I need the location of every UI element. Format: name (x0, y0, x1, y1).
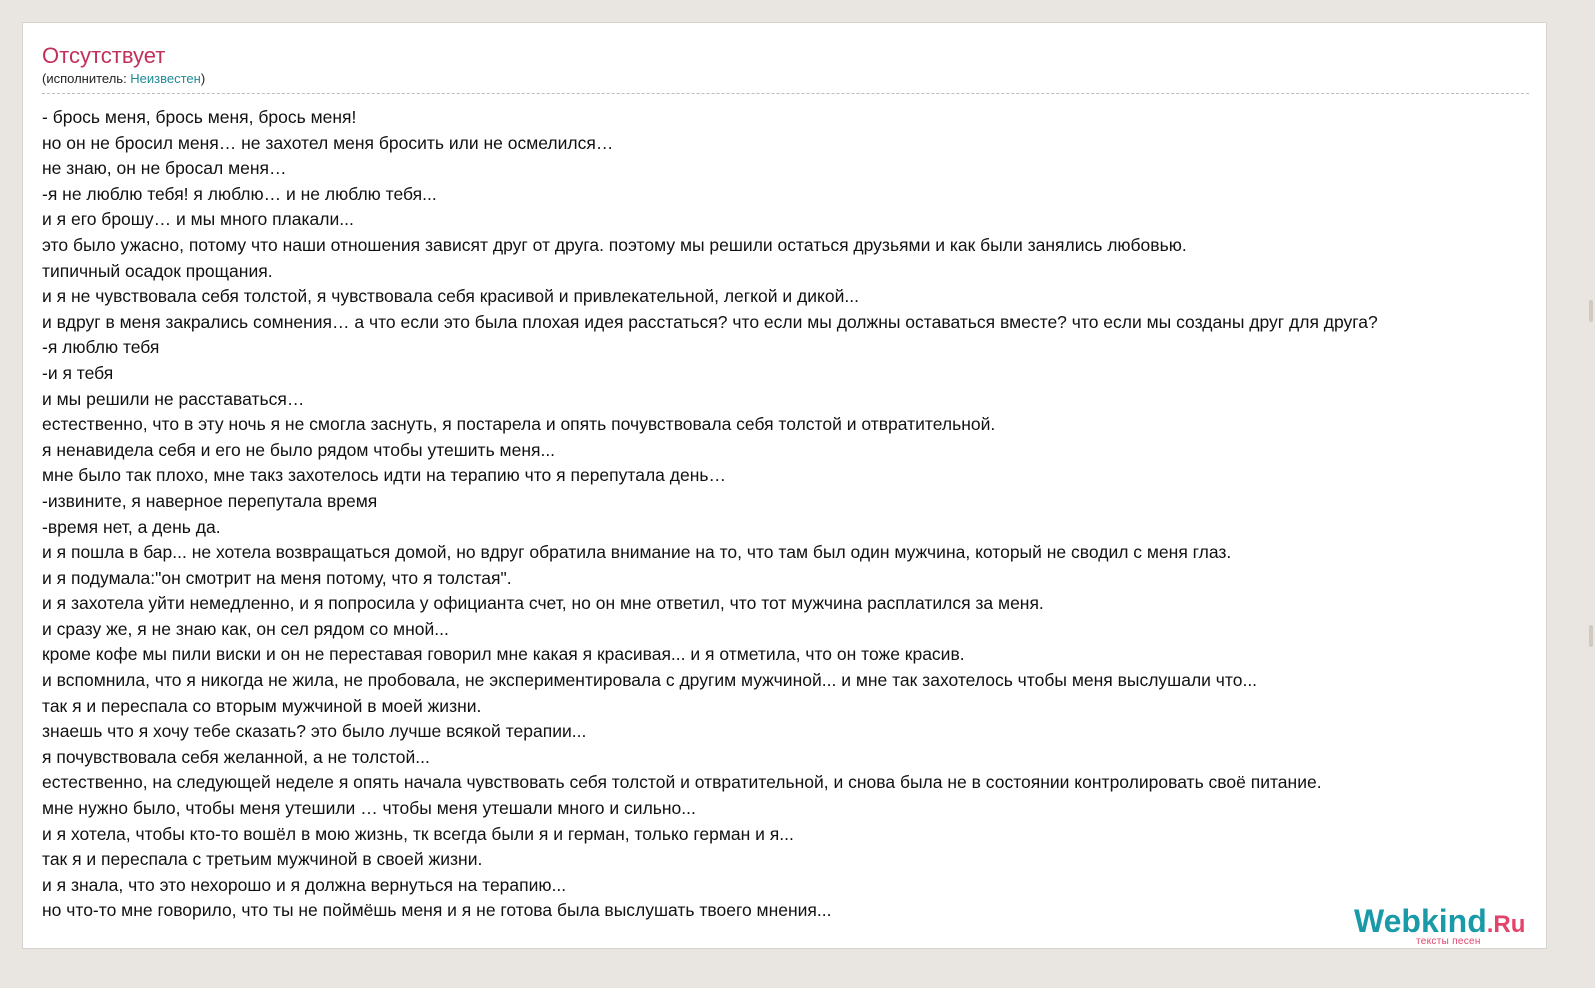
song-header (42, 43, 1529, 94)
lyric-line: и вдруг в меня закрались сомнения… а что если это была плохая идея расстаться? что если мы должны оставаться вместе? что если мы созданы друг для друга? (42, 311, 1378, 332)
lyric-line: я ненавидела себя и его не было рядом чтобы утешить меня... (42, 439, 556, 460)
lyric-line: так я и переспала с третьим мужчиной в своей жизни. (42, 849, 483, 870)
lyrics-card (22, 22, 1547, 949)
lyric-line: и я захотела уйти немедленно, и я попросила у официанта счет, но он мне ответил, что тот мужчина расплатился за меня. (42, 593, 1044, 614)
lyric-line: -время нет, а день да. (42, 516, 221, 537)
lyric-line: кроме кофе мы пили виски и он не переставая говорил мне какая я красивая... и я отметила, что он тоже красив. (42, 644, 965, 665)
lyric-line: естественно, на следующей неделе я опять начала чувствовать себя толстой и отвратительной, и снова была не в состоянии контролировать своё питание. (42, 772, 1322, 793)
song-title: Отсутствует (42, 43, 166, 68)
lyric-line: знаешь что я хочу тебе сказать? это было лучше всякой терапии... (42, 721, 587, 742)
lyric-line: но что-то мне говорило, что ты не поймёшь меня и я не готова была выслушать твоего мнения... (42, 900, 832, 921)
lyric-line: мне было так плохо, мне такз захотелось идти на терапию что я перепутала день… (42, 465, 726, 486)
side-marker (1589, 625, 1593, 647)
lyric-line: и я пошла в бар... не хотела возвращаться домой, но вдруг обратила внимание на то, что там был один мужчина, который не сводил с меня глаз. (42, 542, 1232, 563)
brand-main: Webkind (1354, 903, 1487, 939)
lyric-line: и я подумала:"он смотрит на меня потому, что я толстая". (42, 567, 512, 588)
lyric-line: я почувствовала себя желанной, а не толстой... (42, 746, 430, 767)
lyric-line: и я знала, что это нехорошо и я должна вернуться на терапию... (42, 874, 567, 895)
webkind-logo[interactable] (1354, 903, 1544, 953)
lyric-line: и вспомнила, что я никогда не жила, не пробовала, не экспериментировала с другим мужчиной... и мне так захотелось чтобы меня выслушали что... (42, 670, 1258, 691)
lyric-line: и мы решили не расставаться… (42, 388, 305, 409)
lyric-line: -и я тебя (42, 362, 114, 383)
lyric-line: и я не чувствовала себя толстой, я чувствовала себя красивой и привлекательной, легкой и дикой... (42, 286, 859, 307)
lyric-line: - брось меня, брось меня, брось меня! (42, 107, 357, 127)
lyrics-text (42, 105, 1546, 924)
lyric-line: так я и переспала со вторым мужчиной в моей жизни. (42, 695, 482, 716)
lyric-line: не знаю, он не бросал меня… (42, 158, 287, 179)
artist-suffix: ) (200, 71, 206, 86)
artist-prefix: (исполнитель: (42, 71, 131, 86)
lyric-line: это было ужасно, потому что наши отношения зависят друг от друга. поэтому мы решили остаться друзьями и как были занялись любовью. (42, 234, 1187, 255)
lyric-line: -извините, я наверное перепутала время (42, 490, 378, 511)
lyric-line: мне нужно было, чтобы меня утешили … чтобы меня утешали много и сильно... (42, 798, 696, 819)
brand-tld: .Ru (1486, 911, 1526, 938)
artist-link[interactable]: Неизвестен (130, 71, 201, 86)
lyric-line: и я его брошу… и мы много плакали... (42, 209, 354, 230)
lyric-line: и сразу же, я не знаю как, он сел рядом со мной... (42, 618, 449, 639)
side-marker (1589, 300, 1593, 322)
lyric-line: типичный осадок прощания. (42, 260, 273, 281)
lyric-line: и я хотела, чтобы кто-то вошёл в мою жизнь, тк всегда были я и герман, только герман и я... (42, 823, 794, 844)
lyric-line: -я не люблю тебя! я люблю… и не люблю тебя... (42, 183, 437, 204)
lyric-line: естественно, что в эту ночь я не смогла заснуть, я постарела и опять почувствовала себя толстой и отвратительной. (42, 414, 996, 435)
brand-tagline: тексты песен (1416, 936, 1481, 947)
lyric-line: -я люблю тебя (42, 337, 160, 358)
lyric-line: но он не бросил меня… не захотел меня бросить или не осмелился… (42, 132, 614, 153)
artist-line (42, 71, 1529, 94)
